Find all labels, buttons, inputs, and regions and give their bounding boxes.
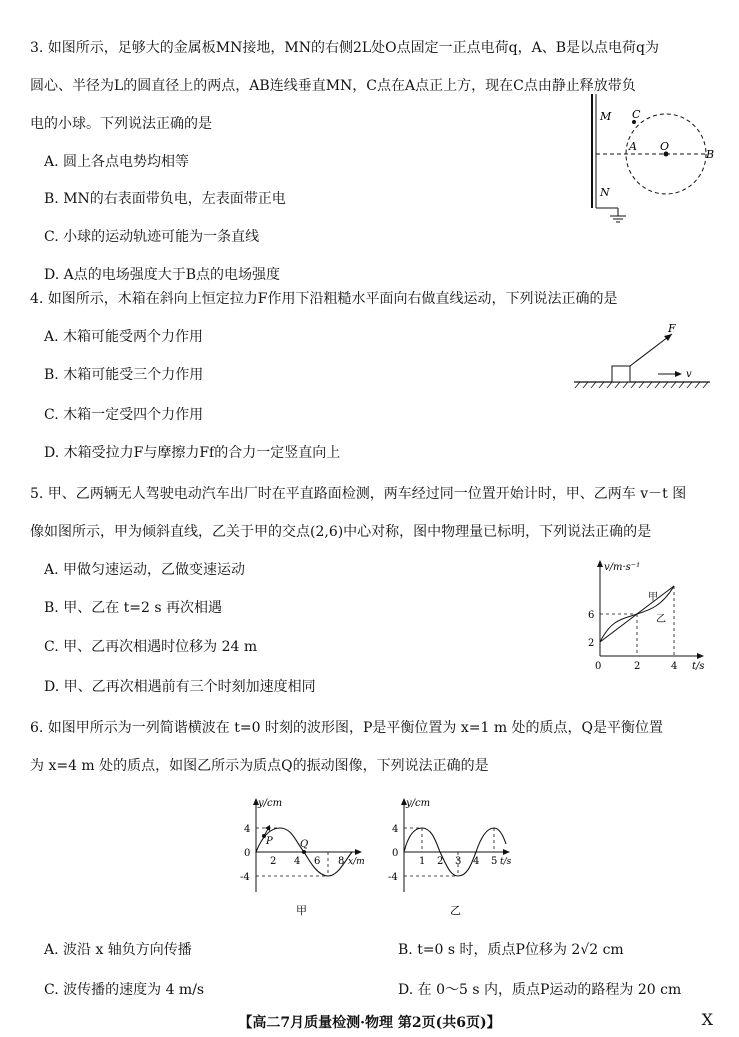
q6-option-b: B. t=0 s 时，质点P位移为 2√2 cm (398, 942, 624, 958)
q6-option-d: D. 在 0～5 s 内，质点P运动的路程为 20 cm (398, 982, 682, 998)
q5-tick-x4: 4 (671, 661, 678, 672)
q3-label-o: O (660, 140, 670, 153)
q4-option-c: C. 木箱一定受四个力作用 (44, 407, 204, 423)
q5-stem-line-1: 5. 甲、乙两辆无人驾驶电动汽车出厂时在平直路面检测，两车经过同一位置开始计时，甲、乙两车 v－t 图 (30, 486, 687, 502)
q5-tick-y2: 2 (588, 638, 595, 649)
q6-jia-tick-yn4: -4 (240, 872, 250, 883)
q3-option-b: B. MN的右表面带负电，左表面带正电 (44, 191, 286, 207)
q5-option-a: A. 甲做匀速运动，乙做变速运动 (44, 562, 246, 578)
q6-jia-caption: 甲 (296, 904, 307, 917)
q6-option-c: C. 波传播的速度为 4 m/s (44, 982, 205, 998)
q5-option-b: B. 甲、乙在 t=2 s 再次相遇 (44, 600, 222, 616)
q5-xlabel: t/s (692, 661, 705, 672)
q5-tick-x2: 2 (634, 661, 641, 672)
q6-yi-ylabel: y/cm (406, 798, 431, 809)
q6-stem-line-2: 为 x=4 m 处的质点，如图乙所示为质点Q的振动图像，下列说法正确的是 (30, 758, 489, 774)
q6-jia-label-q: Q (300, 839, 309, 850)
q6-jia-tick-x4: 4 (294, 856, 301, 867)
q6-yi-tick-y0: 0 (392, 848, 399, 859)
q3-label-n: N (600, 186, 610, 199)
q4-label-f: F (668, 322, 676, 335)
q5-ylabel: v/m·s⁻¹ (604, 562, 641, 573)
q3-label-b: B (706, 148, 715, 161)
q5-tick-y6: 6 (588, 610, 595, 621)
q4-stem: 4. 如图所示，木箱在斜向上恒定拉力F作用下沿粗糙水平面向右做直线运动，下列说法正确的是 (30, 291, 618, 307)
q6-stem-line-1: 6. 如图甲所示为一列简谐横波在 t=0 时刻的波形图，P是平衡位置为 x=1 m 处的质点，Q是平衡位置 (30, 720, 664, 736)
q6-jia-ylabel: y/cm (258, 798, 283, 809)
q4-figure (572, 318, 712, 390)
q3-label-a: A (629, 140, 637, 153)
q6-yi-tick-x5: 5 (491, 856, 498, 867)
q6-jia-tick-y4: 4 (244, 824, 251, 835)
q3-option-a: A. 圆上各点电势均相等 (44, 154, 190, 170)
q5-figure (582, 556, 712, 674)
q5-option-d: D. 甲、乙再次相遇前有三个时刻加速度相同 (44, 679, 316, 695)
q4-option-b: B. 木箱可能受三个力作用 (44, 367, 204, 383)
q4-option-d: D. 木箱受拉力F与摩擦力Ff的合力一定竖直向上 (44, 445, 341, 461)
q4-label-v: v (686, 369, 692, 380)
q6-yi-xlabel: t/s (500, 857, 512, 867)
q3-stem-line-1: 3. 如图所示，足够大的金属板MN接地，MN的右侧2L处O点固定一正点电荷q，A、B是以点电荷q为 (30, 40, 659, 56)
q3-stem-line-2: 圆心、半径为L的圆直径上的两点，AB连线垂直MN，C点在A点正上方，现在C点由静止释放带负 (30, 78, 636, 94)
q6-yi-tick-y4: 4 (392, 824, 399, 835)
q6-jia-tick-y0: 0 (244, 848, 251, 859)
q6-yi-tick-yn4: -4 (388, 872, 398, 883)
q4-option-a: A. 木箱可能受两个力作用 (44, 329, 204, 345)
q5-tick-x0: 0 (595, 661, 602, 672)
q6-yi-tick-x4: 4 (473, 856, 480, 867)
q6-yi-tick-x2: 2 (437, 856, 444, 867)
corner-mark: X (701, 1010, 713, 1029)
q6-yi-tick-x3: 3 (455, 856, 462, 867)
q5-stem-line-2: 像如图所示，甲为倾斜直线，乙关于甲的交点(2,6)中心对称，图中物理量已标明，下列说法正确的是 (30, 524, 652, 540)
q5-label-jia: 甲 (648, 592, 658, 603)
q6-yi-caption: 乙 (450, 904, 461, 917)
q6-yi-tick-x1: 1 (419, 856, 426, 867)
q3-label-c: C (632, 108, 641, 121)
q3-figure (578, 92, 718, 227)
q5-option-c: C. 甲、乙再次相遇时位移为 24 m (44, 639, 258, 655)
q6-figure-yi (388, 792, 518, 920)
q5-label-yi: 乙 (656, 614, 666, 625)
page-footer: 【高二7月质量检测·物理 第2页(共6页)】 (238, 1015, 501, 1031)
q6-jia-label-p: P (266, 836, 273, 847)
q6-jia-tick-x2: 2 (270, 856, 277, 867)
q6-option-a: A. 波沿 x 轴负方向传播 (44, 942, 192, 958)
q6-jia-tick-x8: 8 (338, 856, 345, 867)
q6-jia-tick-x6: 6 (314, 856, 321, 867)
q3-stem-line-3: 电的小球。下列说法正确的是 (30, 116, 212, 132)
q6-figure-jia (240, 792, 370, 920)
q6-jia-xlabel: x/m (348, 857, 365, 867)
q3-option-c: C. 小球的运动轨迹可能为一条直线 (44, 229, 260, 245)
q3-option-d: D. A点的电场强度大于B点的电场强度 (44, 267, 281, 283)
q3-label-m: M (600, 110, 612, 123)
